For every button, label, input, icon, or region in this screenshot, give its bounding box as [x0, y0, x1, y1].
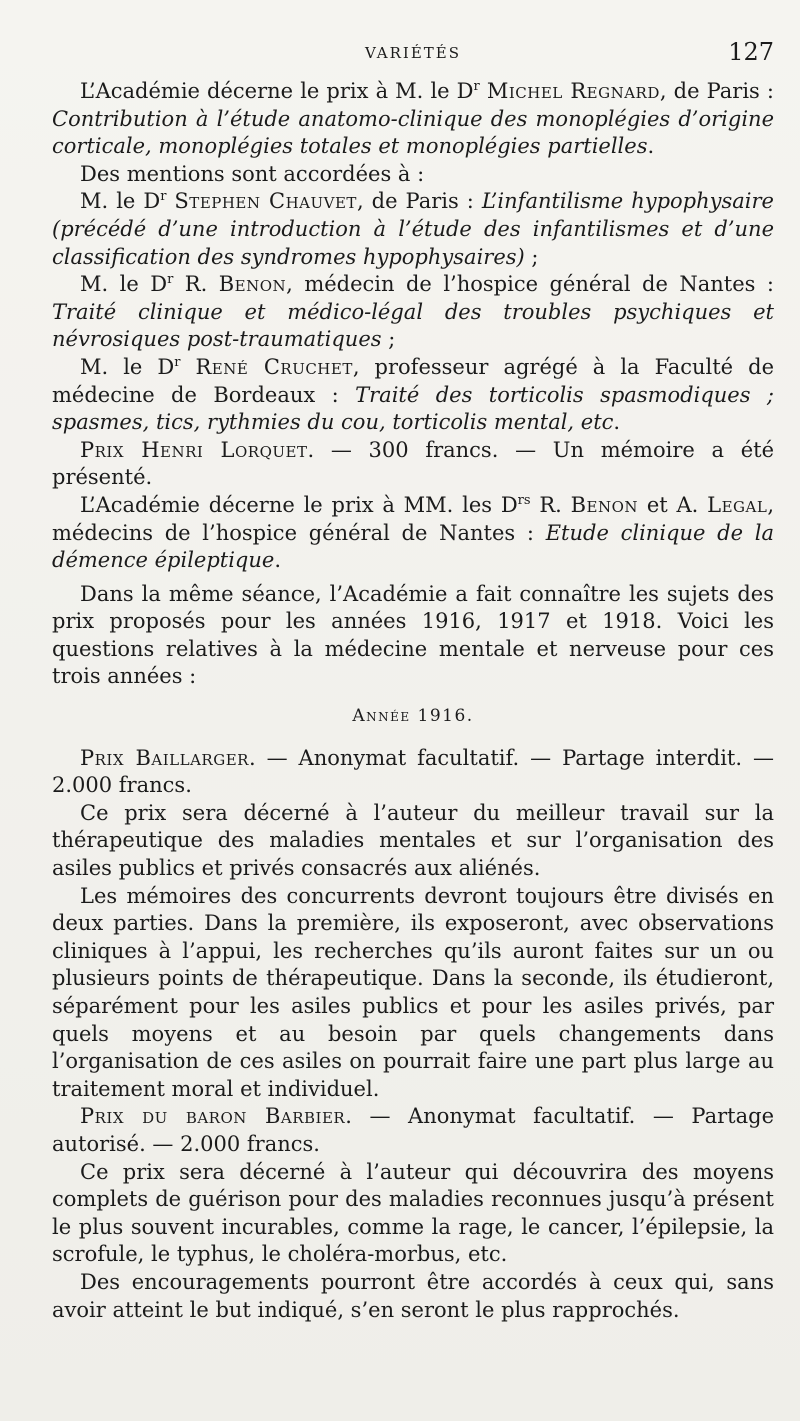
- paragraph-mentions: [52, 161, 774, 189]
- paragraph-prix-lorquet: [52, 437, 774, 492]
- text-run: R.: [173, 272, 219, 297]
- paragraph-prix-barbier: [52, 1103, 774, 1158]
- paragraph-mention-chauvet: [52, 188, 774, 271]
- text-run: [480, 79, 487, 103]
- small-caps-name: Stephen Chauvet: [174, 189, 357, 214]
- text-run: Les mémoires des concurrents devront toujours être divisés en deux parties. Dans la première, ils exposeront, avec observations cliniques à l’appui, les recherches qu’ils auront faites sur un ou plusieurs points de thérapeutique. Dans la seconde, ils étudieront, séparément pour les asiles publics et pour les asiles privés, par quels moyens et au besoin par quels changements dans l’organisation de ces asiles on pourrait faire une part plus large au traitement moral et individuel.: [52, 883, 774, 1101]
- paragraph-baillarger-subject: [52, 800, 774, 883]
- text-run: , professeur agrégé à la Faculté de médecine de Bordeaux :: [52, 354, 775, 407]
- small-caps-name: Prix du baron Barbier: [80, 1104, 346, 1129]
- superscript: r: [160, 189, 167, 205]
- italic-title: Etude clinique de la démence épileptique: [52, 520, 774, 573]
- section-heading-annee-1916: Année 1916.: [352, 706, 474, 727]
- page-number: 127: [728, 38, 774, 66]
- text-run: , médecins de l’hospice général de Nantes :: [52, 492, 774, 545]
- text-run: [180, 355, 195, 379]
- text-run: L’Académie décerne le prix à MM. les D: [80, 492, 518, 517]
- text-run: L’Académie décerne le prix à M. le D: [80, 79, 474, 103]
- text-run: . — Anonymat facultatif. — Partage autorisé. — 2.000 francs.: [52, 1104, 774, 1156]
- text-run: Dans la même séance, l’Académie a fait connaître les sujets des prix proposés pour les années 1916, 1917 et 1918. Voici les questions relatives à la médecine mentale et nerveuse pour ces trois années :: [52, 581, 774, 689]
- text-run: . — Anonymat facultatif. — Partage interdit. — 2.000 francs.: [52, 745, 774, 798]
- text-run: M. le D: [80, 354, 175, 379]
- text-run: .: [647, 134, 655, 159]
- text-run: .: [274, 548, 282, 573]
- text-run: , médecin de l’hospice général de Nantes :: [286, 272, 774, 297]
- text-run: Ce prix sera décerné à l’auteur du meilleur travail sur la thérapeutique des maladies mentales et sur l’organisation des asiles publics et privés consacrés aux aliénés.: [52, 800, 774, 881]
- paragraph-prix-baillarger: [52, 745, 774, 800]
- paragraph-prix-regnard: [52, 78, 774, 161]
- text-run: ;: [524, 244, 539, 269]
- superscript: r: [167, 272, 174, 288]
- paragraph-encouragements: [52, 1269, 774, 1324]
- small-caps-name: Benon: [570, 492, 639, 517]
- text-run: R.: [530, 492, 571, 517]
- text-run: ;: [381, 327, 396, 352]
- italic-title: L’infantilisme hypophysaire (précédé d’une introduction à l’étude des infantilismes et d’une classification des syndromes hypophysaires): [52, 189, 774, 269]
- body-text: [52, 78, 774, 1324]
- small-caps-name: Prix Baillarger: [80, 745, 249, 770]
- text-run: .: [613, 410, 621, 435]
- paragraph-mention-cruchet: [52, 354, 774, 437]
- paragraph-seance: [52, 581, 774, 691]
- text-run: Ce prix sera décerné à l’auteur qui découvrira des moyens complets de guérison pour des maladies reconnues jusqu’à présent le plus souvent incurables, comme la rage, le cancer, l’épilepsie, la scrofule, le typhus, le choléra-morbus, etc.: [52, 1159, 774, 1267]
- superscript: r: [174, 354, 181, 370]
- paragraph-barbier-subject: [52, 1159, 774, 1269]
- small-caps-name: René Cruchet: [195, 354, 353, 379]
- text-run: , de Paris :: [356, 189, 482, 214]
- text-run: . — 300 francs. — Un mémoire a été présenté.: [52, 437, 774, 490]
- italic-title: Traité des torticolis spasmodiques ; spasmes, tics, rythmies du cou, torticolis mental, etc: [52, 382, 774, 435]
- text-run: , de Paris :: [659, 79, 774, 103]
- superscript: rs: [517, 492, 531, 508]
- small-caps-name: Legal: [707, 492, 768, 517]
- text-run: M. le D: [80, 189, 161, 214]
- text-run: M. le D: [80, 272, 168, 297]
- small-caps-name: Benon: [218, 272, 287, 297]
- text-run: Des encouragements pourront être accordés à ceux qui, sans avoir atteint le but indiqué, s’en seront le plus rapprochés.: [52, 1269, 774, 1322]
- superscript: r: [473, 79, 480, 94]
- italic-title: Contribution à l’étude anatomo-clinique des monoplégies d’origine corticale, monoplégies totales et monoplégies partielles: [52, 106, 774, 159]
- small-caps-name: Michel Regnard: [486, 79, 660, 103]
- small-caps-name: Prix Henri Lorquet: [80, 437, 308, 462]
- running-title: VARIÉTÉS: [364, 44, 462, 62]
- paragraph-lorquet-award: [52, 492, 774, 575]
- text-run: et A.: [638, 492, 708, 517]
- text-run: Des mentions sont accordées à :: [80, 161, 425, 186]
- paragraph-memoires: [52, 883, 774, 1104]
- italic-title: Traité clinique et médico-légal des troubles psychiques et névrosiques post-traumatiques: [52, 299, 774, 352]
- paragraph-mention-benon: [52, 271, 774, 354]
- running-header: [52, 38, 774, 78]
